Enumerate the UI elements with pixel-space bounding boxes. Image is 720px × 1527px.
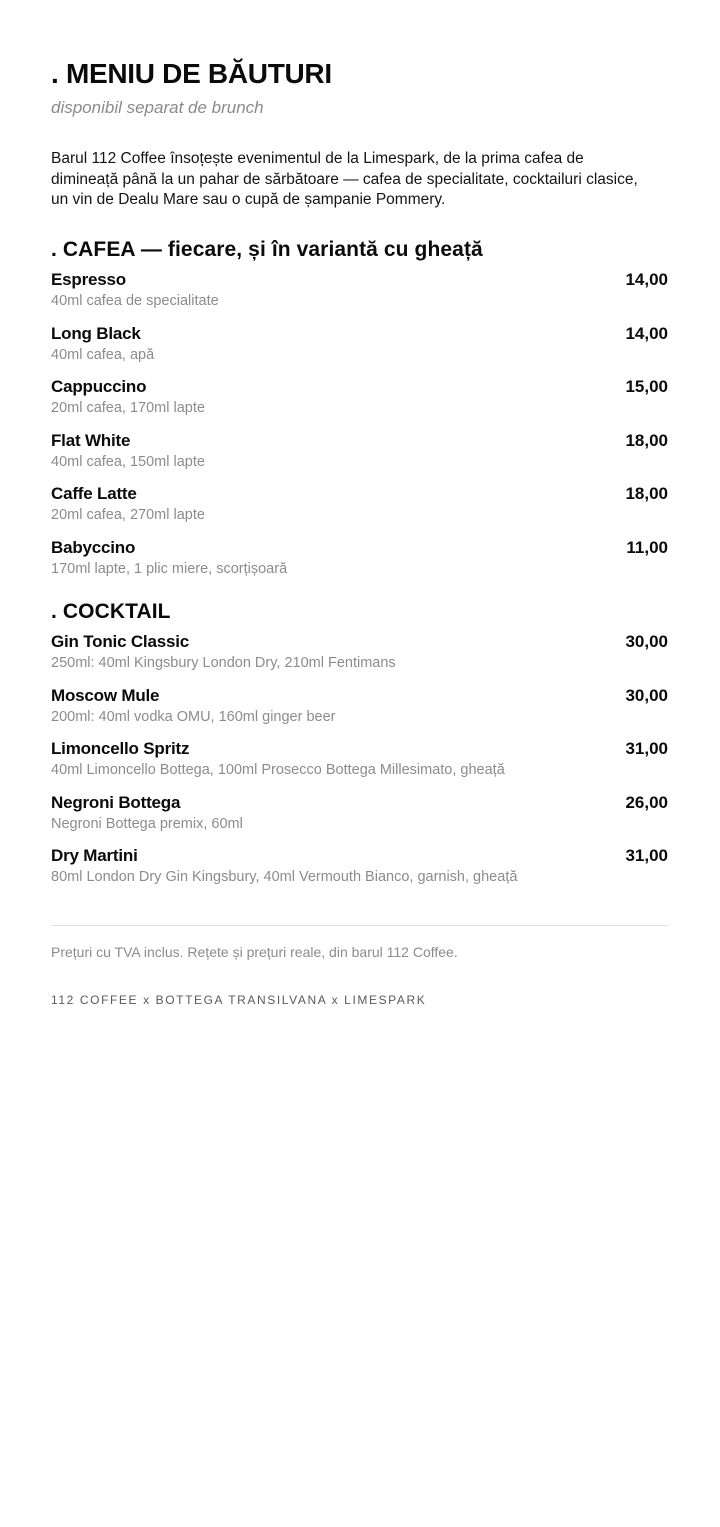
item-price: 11,00 bbox=[626, 537, 668, 557]
item-name: Dry Martini bbox=[51, 846, 138, 866]
item-description: 250ml: 40ml Kingsbury London Dry, 210ml Fentimans bbox=[51, 655, 396, 671]
item-name: Babyccino bbox=[51, 537, 136, 557]
item-price: 30,00 bbox=[625, 632, 668, 651]
menu-item bbox=[51, 269, 668, 323]
item-description: 20ml cafea, 270ml lapte bbox=[51, 507, 205, 524]
menu-item bbox=[51, 845, 668, 899]
item-name: Negroni Bottega bbox=[51, 792, 181, 812]
menu-item bbox=[51, 483, 668, 537]
item-description: 80ml London Dry Gin Kingsbury, 40ml Vermouth Bianco, garnish, gheață bbox=[51, 869, 518, 886]
item-name: Flat White bbox=[51, 430, 131, 450]
menu-item bbox=[51, 685, 668, 739]
item-price: 14,00 bbox=[625, 323, 668, 343]
item-price: 15,00 bbox=[625, 377, 668, 397]
partner-credits: 112 COFFEE x BOTTEGA TRANSILVANA x LIMESPARK bbox=[51, 993, 427, 1007]
item-price: 14,00 bbox=[625, 270, 668, 289]
item-description: 40ml cafea, 150ml lapte bbox=[51, 453, 205, 470]
menu-item bbox=[51, 631, 668, 685]
item-price: 30,00 bbox=[625, 685, 668, 705]
page-subtitle: disponibil separat de brunch bbox=[51, 98, 264, 117]
item-description: 20ml cafea, 170ml lapte bbox=[51, 400, 205, 417]
item-price: 18,00 bbox=[625, 484, 668, 504]
menu-item bbox=[51, 738, 668, 792]
item-price: 26,00 bbox=[625, 792, 668, 812]
coffee-section bbox=[51, 235, 668, 591]
menu-item bbox=[51, 792, 668, 846]
menu-item bbox=[51, 323, 668, 377]
item-name: Limoncello Spritz bbox=[51, 739, 190, 759]
item-name: Cappuccino bbox=[51, 377, 147, 397]
page-title: . MENIU DE BĂUTURI bbox=[51, 58, 332, 89]
intro-paragraph: Barul 112 Coffee însoțește evenimentul de la Limespark, de la prima cafea de dimineață până la un pahar de sărbătoare — cafea de specialitate, cocktailuri clasice, un vin de Dealu Mare sau o cupă de șampanie Pommery. bbox=[51, 150, 638, 208]
item-name: Espresso bbox=[51, 270, 126, 289]
item-price: 31,00 bbox=[625, 739, 668, 759]
cocktail-section-title: . COCKTAIL bbox=[51, 600, 171, 623]
item-name: Moscow Mule bbox=[51, 685, 160, 705]
item-name: Caffe Latte bbox=[51, 484, 137, 504]
coffee-section-title: . CAFEA — fiecare, și în variantă cu gheață bbox=[51, 238, 483, 261]
item-price: 18,00 bbox=[625, 430, 668, 450]
item-description: 40ml cafea, apă bbox=[51, 346, 155, 363]
item-name: Long Black bbox=[51, 323, 141, 343]
item-description: 170ml lapte, 1 plic miere, scorțișoară bbox=[51, 560, 288, 577]
item-description: 40ml Limoncello Bottega, 100ml Prosecco Bottega Millesimato, gheață bbox=[51, 762, 505, 779]
cocktail-section bbox=[51, 597, 668, 899]
item-description: 200ml: 40ml vodka OMU, 160ml ginger beer bbox=[51, 708, 336, 725]
menu-item bbox=[51, 430, 668, 484]
menu-item bbox=[51, 376, 668, 430]
footer-divider bbox=[51, 925, 668, 926]
menu-item bbox=[51, 537, 668, 591]
item-description: 40ml cafea de specialitate bbox=[51, 293, 219, 309]
item-description: Negroni Bottega premix, 60ml bbox=[51, 815, 243, 832]
item-price: 31,00 bbox=[625, 846, 668, 866]
price-footnote: Prețuri cu TVA inclus. Rețete și prețuri reale, din barul 112 Coffee. bbox=[51, 944, 458, 960]
item-name: Gin Tonic Classic bbox=[51, 632, 189, 651]
